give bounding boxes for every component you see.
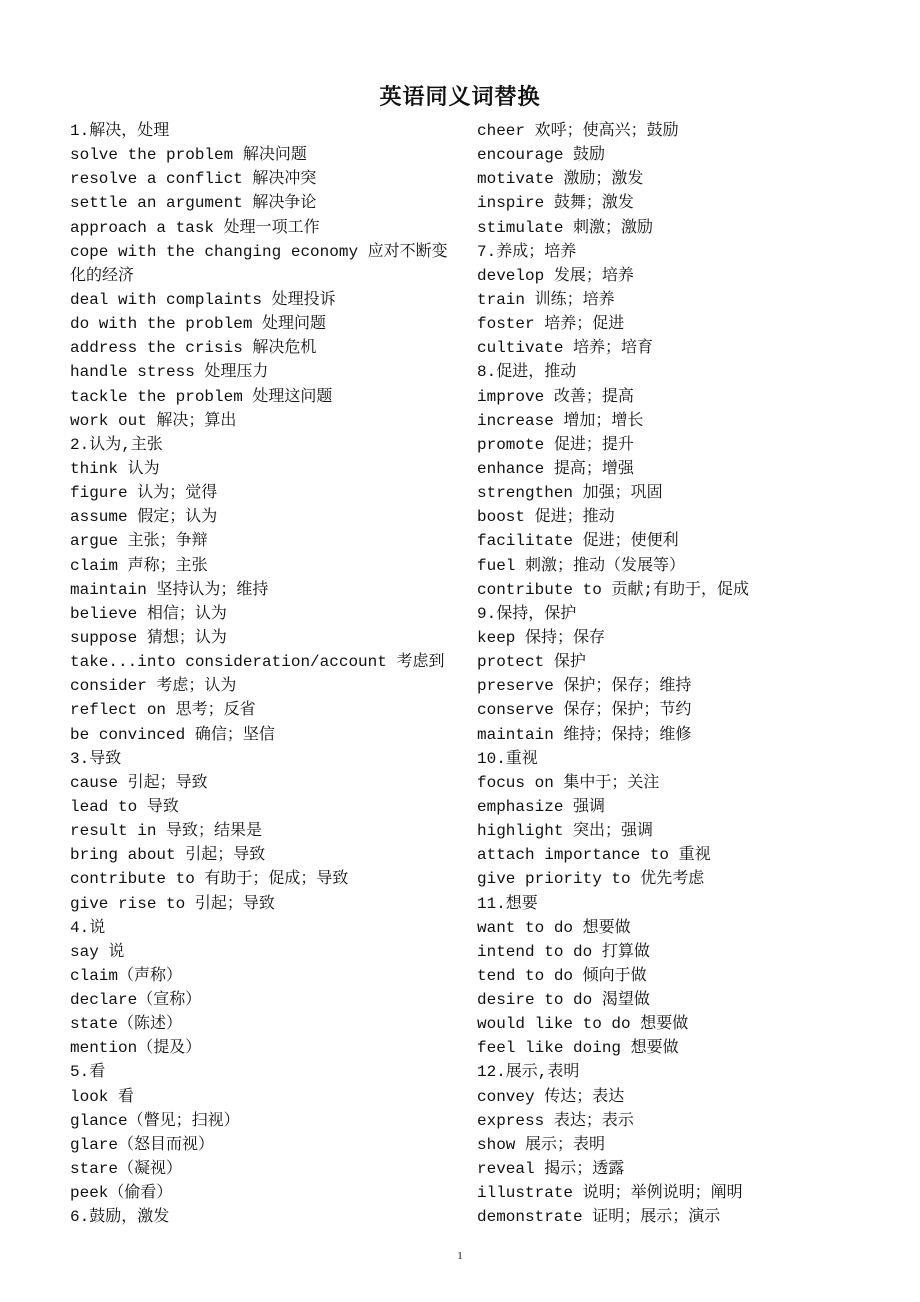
text-line: reveal 揭示；透露 xyxy=(477,1160,625,1179)
text-line: fuel 刺激；推动（发展等） xyxy=(477,556,686,575)
text-line: emphasize 强调 xyxy=(477,797,606,816)
text-line: address the crisis 解决危机 xyxy=(70,339,317,358)
text-line: increase 增加；增长 xyxy=(477,411,644,430)
text-line: intend to do 打算做 xyxy=(477,942,650,961)
text-line: figure 认为；觉得 xyxy=(70,484,218,503)
text-line: 10.重视 xyxy=(477,749,538,768)
text-line: 4.说 xyxy=(70,918,106,937)
text-line: cope with the changing economy 应对不断变 xyxy=(70,242,448,261)
text-line: cultivate 培养；培育 xyxy=(477,339,654,358)
right-column xyxy=(477,119,877,1229)
text-line: claim 声称；主张 xyxy=(70,556,208,575)
text-line: 8.促进，推动 xyxy=(477,363,577,382)
text-line: contribute to 贡献;有助于，促成 xyxy=(477,580,750,599)
text-line: encourage 鼓励 xyxy=(477,146,606,165)
text-line: resolve a conflict 解决冲突 xyxy=(70,170,317,189)
page-number: 1 xyxy=(457,1250,463,1262)
text-line: 11.想要 xyxy=(477,894,538,913)
text-line: mention（提及） xyxy=(70,1039,202,1058)
text-line: assume 假定；认为 xyxy=(70,508,218,527)
text-line: look 看 xyxy=(70,1087,135,1106)
text-line: feel like doing 想要做 xyxy=(477,1039,679,1058)
text-line: stare（凝视） xyxy=(70,1160,183,1179)
text-line: would like to do 想要做 xyxy=(477,1015,689,1034)
text-line: 7.养成；培养 xyxy=(477,242,577,261)
text-line: tackle the problem 处理这问题 xyxy=(70,387,333,406)
text-line: conserve 保存；保护；节约 xyxy=(477,701,692,720)
text-line: preserve 保护；保存；维持 xyxy=(477,677,692,696)
text-line: settle an argument 解决争论 xyxy=(70,194,317,213)
text-line: 12.展示,表明 xyxy=(477,1063,580,1082)
text-line: maintain 坚持认为；维持 xyxy=(70,580,269,599)
text-line: maintain 维持；保持；维修 xyxy=(477,725,692,744)
text-line: say 说 xyxy=(70,942,125,961)
text-line: 2.认为,主张 xyxy=(70,435,163,454)
text-line: peek（偷看） xyxy=(70,1184,173,1203)
text-line: do with the problem 处理问题 xyxy=(70,315,327,334)
text-line: strengthen 加强；巩固 xyxy=(477,484,663,503)
text-line: convey 传达；表达 xyxy=(477,1087,625,1106)
text-line: lead to 导致 xyxy=(70,797,179,816)
left-column xyxy=(70,119,465,1229)
text-line: glare（怒目而视） xyxy=(70,1135,215,1154)
text-line: desire to do 渴望做 xyxy=(477,991,650,1010)
text-line: 6.鼓励，激发 xyxy=(70,1208,170,1227)
text-line: glance（瞥见；扫视） xyxy=(70,1111,240,1130)
text-line: boost 促进；推动 xyxy=(477,508,615,527)
text-line: deal with complaints 处理投诉 xyxy=(70,290,336,309)
text-line: be convinced 确信；坚信 xyxy=(70,725,275,744)
text-line: consider 考虑；认为 xyxy=(70,677,237,696)
text-line: bring about 引起；导致 xyxy=(70,846,266,865)
text-line: believe 相信；认为 xyxy=(70,604,227,623)
text-line: facilitate 促进；使便利 xyxy=(477,532,679,551)
text-line: improve 改善；提高 xyxy=(477,387,634,406)
text-line: work out 解决；算出 xyxy=(70,411,237,430)
text-line: suppose 猜想；认为 xyxy=(70,628,227,647)
text-line: express 表达；表示 xyxy=(477,1111,634,1130)
text-line: keep 保持；保存 xyxy=(477,628,606,647)
text-line: state（陈述） xyxy=(70,1015,183,1034)
text-line: protect 保护 xyxy=(477,653,586,672)
text-line: handle stress 处理压力 xyxy=(70,363,269,382)
text-line: 9.保持，保护 xyxy=(477,604,577,623)
text-line: want to do 想要做 xyxy=(477,918,631,937)
page-title: 英语同义词替换 xyxy=(379,85,541,110)
text-line: motivate 激励；激发 xyxy=(477,170,644,189)
text-line: demonstrate 证明；展示；演示 xyxy=(477,1208,721,1227)
text-line: focus on 集中于；关注 xyxy=(477,773,660,792)
text-line: illustrate 说明；举例说明；阐明 xyxy=(477,1184,743,1203)
text-line: take...into consideration/account 考虑到 xyxy=(70,653,445,672)
text-line: result in 导致；结果是 xyxy=(70,822,263,841)
text-line: 3.导致 xyxy=(70,749,122,768)
text-line: 化的经济 xyxy=(70,266,135,285)
text-line: promote 促进；提升 xyxy=(477,435,634,454)
text-line: 5.看 xyxy=(70,1063,106,1082)
text-line: think 认为 xyxy=(70,459,160,478)
text-line: show 展示；表明 xyxy=(477,1135,606,1154)
text-line: develop 发展；培养 xyxy=(477,266,634,285)
text-line: stimulate 刺激；激励 xyxy=(477,218,654,237)
text-line: approach a task 处理一项工作 xyxy=(70,218,320,237)
text-line: attach importance to 重视 xyxy=(477,846,711,865)
text-line: cause 引起；导致 xyxy=(70,773,208,792)
text-line: give priority to 优先考虑 xyxy=(477,870,705,889)
text-line: cheer 欢呼；使高兴；鼓励 xyxy=(477,122,679,140)
text-line: declare（宣称） xyxy=(70,991,202,1010)
text-line: tend to do 倾向于做 xyxy=(477,966,647,985)
text-line: claim（声称） xyxy=(70,966,183,985)
text-line: highlight 突出；强调 xyxy=(477,822,654,841)
text-line: foster 培养；促进 xyxy=(477,315,625,334)
text-line: reflect on 思考；反省 xyxy=(70,701,256,720)
text-line: give rise to 引起；导致 xyxy=(70,894,275,913)
text-line: solve the problem 解决问题 xyxy=(70,146,307,165)
text-line: argue 主张；争辩 xyxy=(70,532,208,551)
text-line: contribute to 有助于；促成；导致 xyxy=(70,870,349,889)
text-line: enhance 提高；增强 xyxy=(477,459,634,478)
text-line: train 训练；培养 xyxy=(477,290,615,309)
text-line: 1.解决，处理 xyxy=(70,122,170,140)
text-line: inspire 鼓舞；激发 xyxy=(477,194,634,213)
